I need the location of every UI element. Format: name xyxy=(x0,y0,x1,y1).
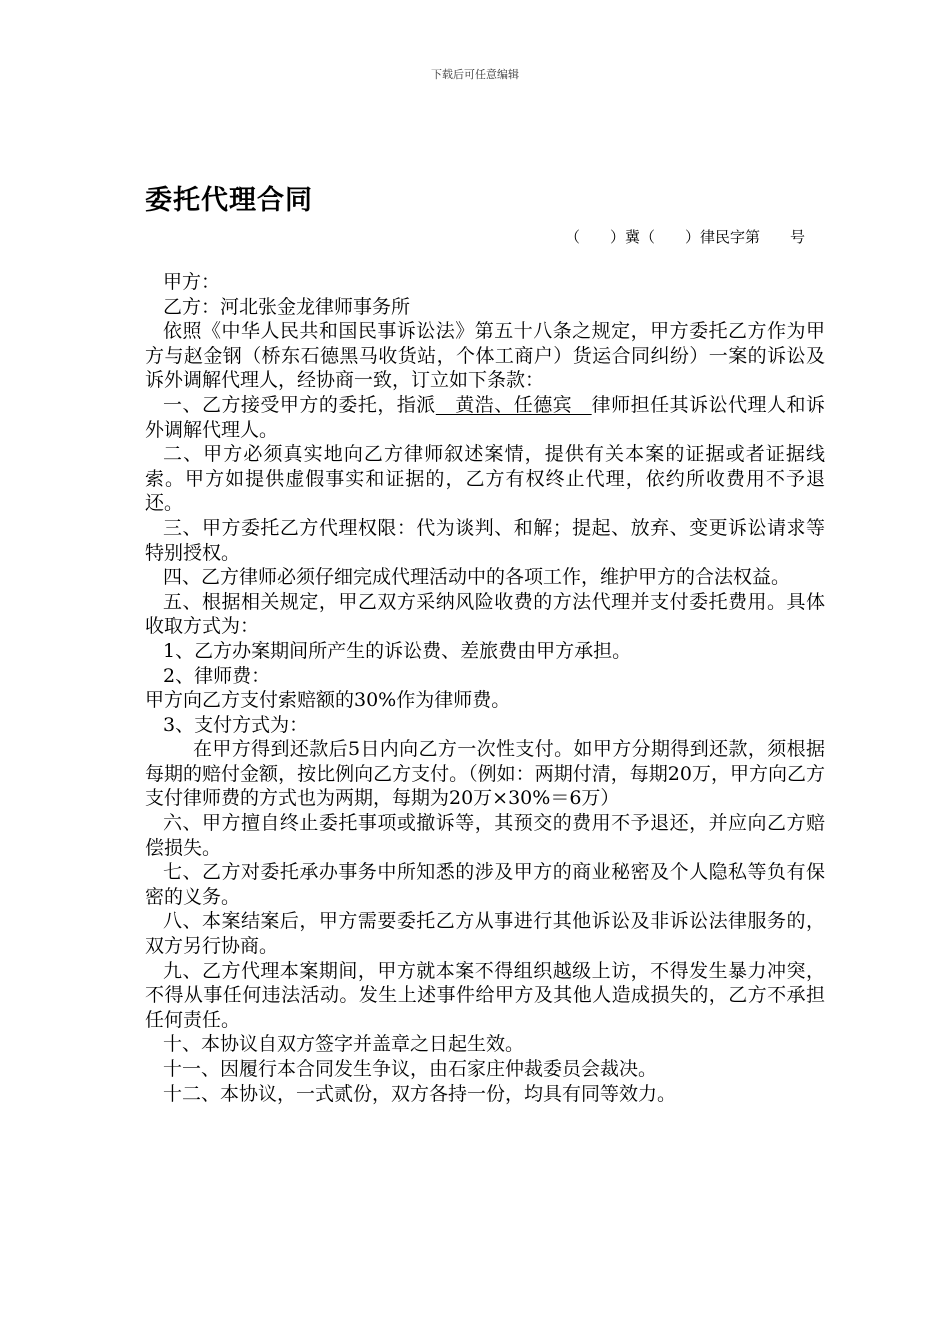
clause-4: 四、乙方律师必须仔细完成代理活动中的各项工作，维护甲方的合法权益。 xyxy=(163,566,791,589)
contract-body xyxy=(145,270,825,1106)
clause-5-item-3-detail: 在甲方得到还款后5日内向乙方一次性支付。如甲方分期得到还款，须根据每期的赔付金额，按比例向乙方支付。（例如：两期付清，每期20万，甲方向乙方支付律师费的方式也为两期，每期为20万×30%＝6万） xyxy=(145,738,825,810)
clause-3: 三、甲方委托乙方代理权限：代为谈判、和解；提起、放弃、变更诉讼请求等特别授权。 xyxy=(145,516,825,564)
clause-5-item-2-detail: 甲方向乙方支付索赔额的30%作为律师费。 xyxy=(145,689,511,712)
clause-5-item-3: 3、支付方式为： xyxy=(163,713,309,736)
clause-1-before: 一、乙方接受甲方的委托，指派 xyxy=(163,393,436,416)
clause-5-item-2: 2、律师费： xyxy=(163,664,271,687)
clause-1 xyxy=(145,393,825,442)
party-a-line: 甲方： xyxy=(163,271,221,293)
clause-7: 七、乙方对委托承办事务中所知悉的涉及甲方的商业秘密及个人隐私等负有保密的义务。 xyxy=(145,861,825,908)
intro-paragraph: 依照《中华人民共和国民事诉讼法》第五十八条之规定，甲方委托乙方作为甲方与赵金钢（桥东石德黑马收货站，个体工商户）货运合同纠纷）一案的诉讼及诉外调解代理人，经协商一致，订立如下条款： xyxy=(145,320,825,392)
contract-title: 委托代理合同 xyxy=(145,185,313,216)
clause-10: 十、本协议自双方签字并盖章之日起生效。 xyxy=(163,1033,525,1056)
clause-12: 十二、本协议，一式贰份，双方各持一份，均具有同等效力。 xyxy=(163,1082,677,1105)
clause-2: 二、甲方必须真实地向乙方律师叙述案情，提供有关本案的证据或者证据线索。甲方如提供虚假事实和证据的，乙方有权终止代理，依约所收费用不予退还。 xyxy=(145,443,825,515)
clause-5: 五、根据相关规定，甲乙双方采纳风险收费的方法代理并支付委托费用。具体收取方式为： xyxy=(145,590,825,638)
clause-11: 十一、因履行本合同发生争议，由石家庄仲裁委员会裁决。 xyxy=(163,1058,658,1080)
clause-9: 九、乙方代理本案期间，甲方就本案不得组织越级上访，不得发生暴力冲突，不得从事任何违法活动。发生上述事件给甲方及其他人造成损失的，乙方不承担任何责任。 xyxy=(145,959,825,1031)
assigned-lawyers: 黄浩、任德宾 xyxy=(435,393,592,416)
clause-5-item-1: 1、乙方办案期间所产生的诉讼费、差旅费由甲方承担。 xyxy=(163,639,632,662)
header-note: 下载后可任意编辑 xyxy=(431,68,519,81)
clause-6: 六、甲方擅自终止委托事项或撤诉等，其预交的费用不予退还，并应向乙方赔偿损失。 xyxy=(145,812,825,859)
clause-8: 八、本案结案后，甲方需要委托乙方从事进行其他诉讼及非诉讼法律服务的，双方另行协商。 xyxy=(145,910,825,958)
party-b-line: 乙方：河北张金龙律师事务所 xyxy=(163,295,411,318)
document-number: （ ）冀（ ）律民字第 号 xyxy=(564,228,805,246)
clause-1-after: 律师担任其诉讼代理人和诉外调解代理人。 xyxy=(145,393,825,441)
